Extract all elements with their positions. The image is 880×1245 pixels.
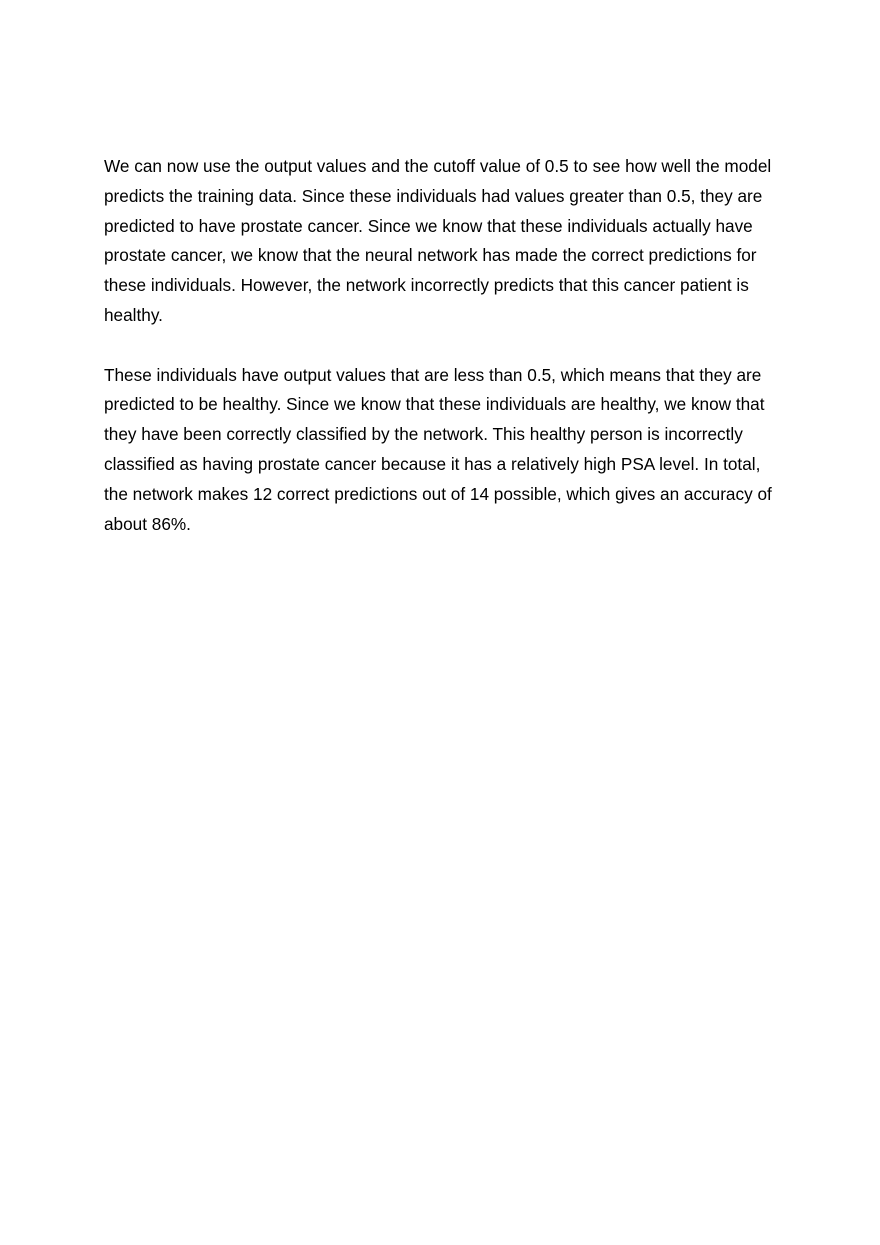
paragraph-line: about 86%.: [104, 513, 191, 534]
paragraph-line: We can now use the output values and the cutoff value of 0.5 to see how well the model: [104, 156, 772, 176]
paragraph-line: healthy.: [104, 304, 163, 325]
paragraph-line: predicted to have prostate cancer. Since we know that these individuals actually have: [104, 215, 753, 236]
paragraph-1: [104, 152, 784, 331]
paragraph-line: classified as having prostate cancer because it has a relatively high PSA level. In total,: [104, 453, 761, 474]
paragraph-line: they have been correctly classified by the network. This healthy person is incorrectly: [104, 424, 743, 445]
paragraph-line: these individuals. However, the network incorrectly predicts that this cancer patient is: [104, 275, 749, 296]
paragraph-line: predicted to be healthy. Since we know that these individuals are healthy, we know that: [104, 394, 765, 415]
paragraph-line: prostate cancer, we know that the neural network has made the correct predictions for: [104, 245, 757, 266]
paragraph-line: the network makes 12 correct predictions out of 14 possible, which gives an accuracy of: [104, 483, 772, 504]
body-text: [104, 152, 784, 569]
paragraph-line: predicts the training data. Since these individuals had values greater than 0.5, they are: [104, 185, 763, 206]
paragraph-2: [104, 361, 784, 540]
paragraph-line: These individuals have output values that are less than 0.5, which means that they are: [104, 364, 762, 385]
